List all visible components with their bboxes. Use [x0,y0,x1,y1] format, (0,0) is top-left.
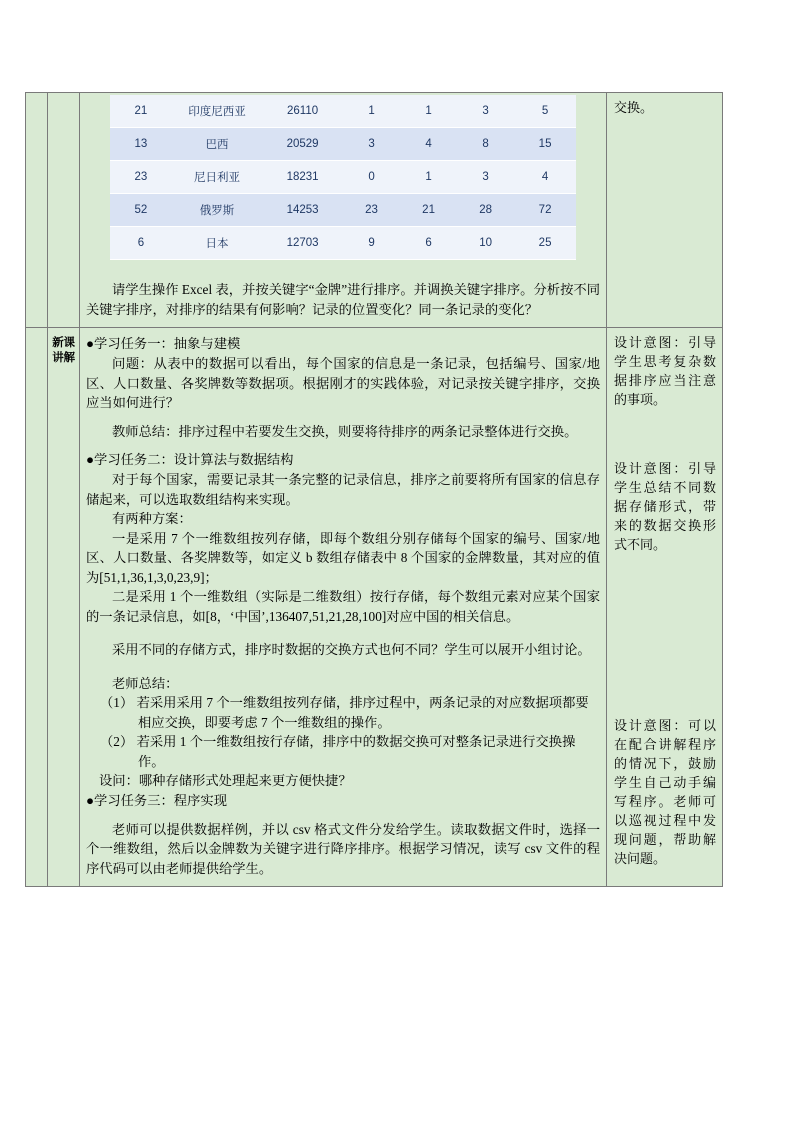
table-row [110,161,576,194]
summary-item-1: （1） 若采用采用 7 个一维数组按列存储，排序过程中，两条记录的对应数据项都要相应交换，即要考虑 7 个一维数组的操作。 [100,695,589,730]
lesson-plan-table [25,92,723,887]
cell-bronze: 8 [457,128,514,161]
cell-number: 26110 [262,95,343,128]
cell-number: 18231 [262,161,343,194]
cell-silver: 6 [400,227,457,260]
lesson-body [80,328,606,886]
table-row [110,95,576,128]
cell-total: 25 [514,227,576,260]
cell-gold: 1 [343,95,400,128]
outer-margin-cell [26,93,48,328]
task3-title: ●学习任务三：程序实现 [86,792,227,808]
table-row [26,93,723,328]
cell-country: 日本 [172,227,262,260]
table-row [26,328,723,887]
cell-total: 5 [514,95,576,128]
cell-rank: 21 [110,95,172,128]
cell-total: 4 [514,161,576,194]
task2-paragraph-5: 采用不同的存储方式，排序时数据的交换方式也何不同？学生可以展开小组讨论。 [112,642,591,657]
cell-silver: 4 [400,128,457,161]
spacer [607,415,722,453]
note-text-3: 设计意图：可以在配合讲解程序的情况下，鼓励学生自己动手编写程序。老师可以巡视过程中发现问题，帮助解决问题。 [614,718,716,866]
spacer [80,260,606,274]
cell-total: 15 [514,128,576,161]
cell-bronze: 3 [457,95,514,128]
stage-label-line1: 新课 [52,337,75,349]
cell-bronze: 10 [457,227,514,260]
cell-gold: 3 [343,128,400,161]
task2-title: ●学习任务二：设计算法与数据结构 [86,452,294,467]
cell-number: 20529 [262,128,343,161]
table-row [110,194,576,227]
task2-paragraph-4: 二是采用 1 个一维数组（实际是二维数组）按行存储，每个数组元素对应某个国家的一条记录信息，如[8，‘中国’,136407,51,21,28,100]对应中国的相关信息。 [86,589,600,624]
spacer [607,560,722,710]
cell-bronze: 3 [457,161,514,194]
cell-rank: 6 [110,227,172,260]
cell-gold: 23 [343,194,400,227]
cell-country: 巴西 [172,128,262,161]
cell-country: 俄罗斯 [172,194,262,227]
task2-paragraph-3: 一是采用 7 个一维数组按列存储，即每个数组分别存储每个国家的编号、国家/地区、人口数量、各奖牌数等，如定义 b 数组存储表中 8 个国家的金牌数量，其对应的值为[51,1,36,1,3,0,23,9]； [86,530,600,585]
note-text-2: 设计意图：引导学生总结不同数据存储形式，带来的数据交换形式不同。 [614,461,716,552]
cell-silver: 1 [400,95,457,128]
outer-margin-cell [26,328,48,887]
task2-paragraph-1: 对于每个国家，需要记录其一条完整的记录信息，排序之前要将所有国家的信息存储起来，可以选取数组结构来实现。 [86,472,600,507]
stage-cell [48,328,80,887]
cell-gold: 0 [343,161,400,194]
content-cell-lesson [80,328,607,887]
note-cell-top [607,93,723,328]
spacer [86,441,600,450]
spacer [86,413,600,422]
cell-country: 尼日利亚 [172,161,262,194]
cell-rank: 52 [110,194,172,227]
medal-data-table [110,95,576,260]
cell-rank: 13 [110,128,172,161]
cell-number: 14253 [262,194,343,227]
cell-country: 印度尼西亚 [172,95,262,128]
spacer [86,660,600,674]
note-text-1: 设计意图：引导学生思考复杂数据排序应当注意的事项。 [614,335,716,407]
task1-summary: 教师总结：排序过程中若要发生交换，则要将待排序的两条记录整体进行交换。 [112,423,578,439]
summary-item-2: （2） 若采用 1 个一维数组按行存储，排序中的数据交换可对整条记录进行交换操作。 [100,734,576,769]
cell-number: 12703 [262,227,343,260]
table-row [110,128,576,161]
cell-silver: 21 [400,194,457,227]
cell-bronze: 28 [457,194,514,227]
teacher-summary-title: 老师总结： [112,675,179,691]
task1-question: 问题：从表中的数据可以看出，每个国家的信息是一条记录，包括编号、国家/地区、人口数量、各奖牌数等数据项。根据刚才的实践体验，对记录按关键字排序，交换应当如何进行？ [86,356,600,410]
note-text: 交换。 [614,100,654,115]
practice-paragraph-wrapper [80,274,606,327]
stage-label-line2: 讲解 [52,352,75,364]
stage-cell-empty [48,93,80,328]
task2-paragraph-2: 有两种方案： [112,511,192,526]
content-cell-data-table [80,93,607,328]
cell-rank: 23 [110,161,172,194]
spacer [86,811,600,820]
cell-silver: 1 [400,161,457,194]
spacer [86,626,600,640]
medal-table-wrapper [80,93,606,260]
task3-paragraph-1: 老师可以提供数据样例，并以 csv 格式文件分发给学生。读取数据文件时，选择一个一维数组，然后以金牌数为关键字进行降序排序。根据学习情况，读写 csv 文件的程序代码可以由老师提供给学生。 [86,821,600,876]
cell-gold: 9 [343,227,400,260]
cell-total: 72 [514,194,576,227]
practice-paragraph: 请学生操作 Excel 表，并按关键字“金牌”进行排序。并调换关键字排序。分析按不同关键字排序，对排序的结果有何影响？记录的位置变化？同一条记录的变化？ [86,282,600,317]
note-cell-lesson [607,328,723,887]
task1-title: ●学习任务一：抽象与建模 [86,336,241,351]
table-row [110,227,576,260]
ask-question: 设问：哪种存储形式处理起来更方便快捷？ [99,773,352,788]
